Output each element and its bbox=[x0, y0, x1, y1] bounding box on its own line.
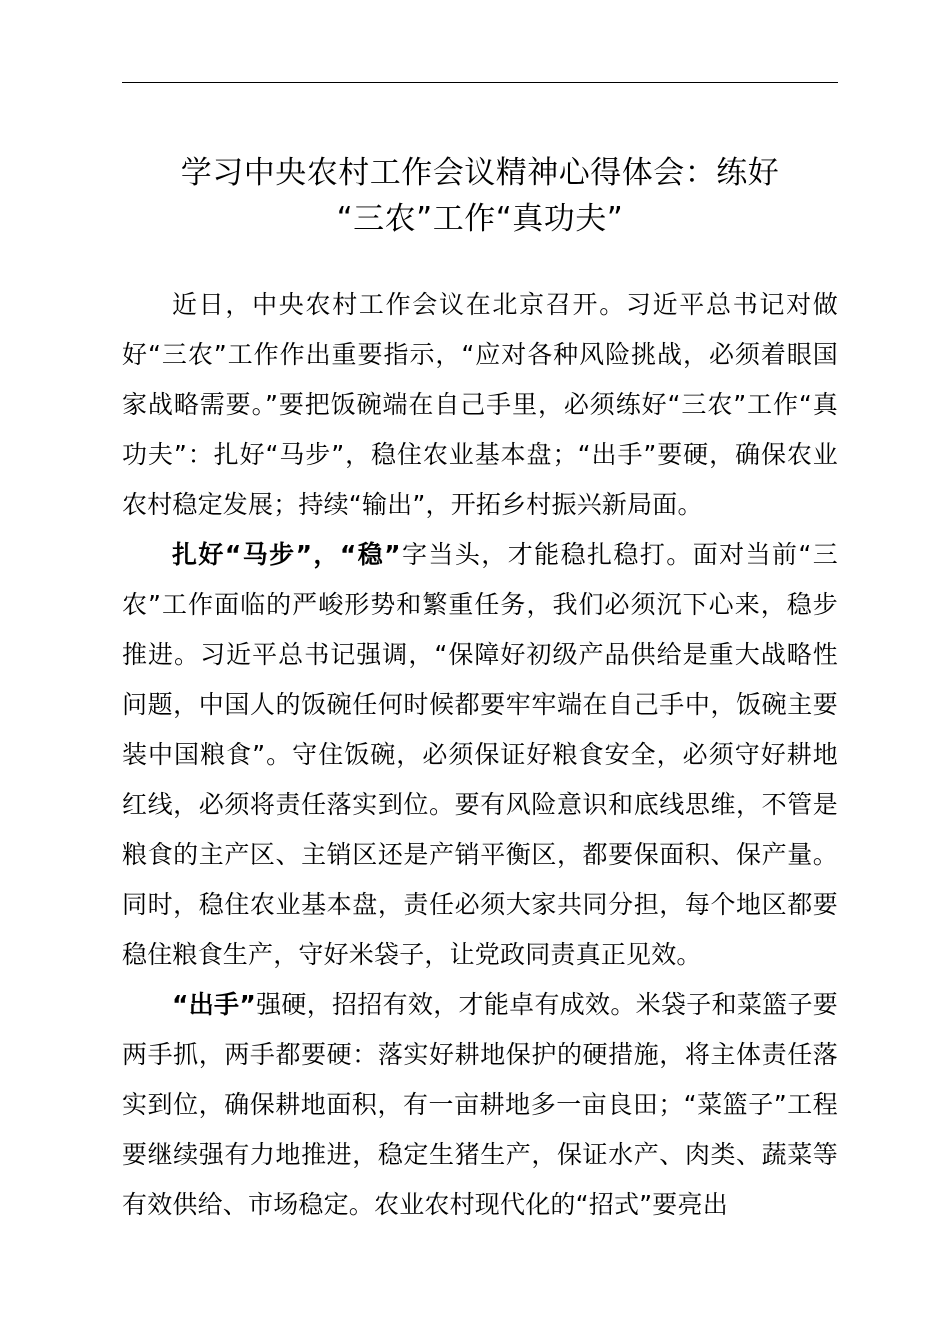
paragraph-2-text: 字当头，才能稳扎稳打。面对当前“三农”工作面临的严峻形势和繁重任务，我们必须沉下心来，稳步推进。习近平总书记强调，“保障好初级产品供给是重大战略性问题，中国人的饭碗任何时候都要牢牢端在自己手中，饭碗主要装中国粮食”。守住饭碗，必须保证好粮食安全，必须守好耕地红线，必须将责任落实到位。要有风险意识和底线思维，不管是粮食的主产区、主销区还是产销平衡区，都要保面积、保产量。同时，稳住农业基本盘，责任必须大家共同分担，每个地区都要稳住粮食生产，守好米袋子，让党政同责真正见效。 bbox=[122, 540, 838, 969]
header-rule bbox=[122, 82, 838, 83]
paragraph-3 bbox=[122, 980, 838, 1230]
paragraph-1 bbox=[122, 280, 838, 530]
title-line-1: 学习中央农村工作会议精神心得体会：练好 bbox=[180, 155, 780, 191]
paragraph-3-lead: “出手” bbox=[172, 990, 256, 1019]
paragraph-2 bbox=[122, 530, 838, 980]
paragraph-2-lead: 扎好“马步”，“稳” bbox=[172, 540, 401, 569]
document-title bbox=[122, 150, 838, 242]
paragraph-3-text: 强硬，招招有效，才能卓有成效。米袋子和菜篮子要两手抓，两手都要硬：落实好耕地保护的硬措施，将主体责任落实到位，确保耕地面积，有一亩耕地多一亩良田；“菜篮子”工程要继续强有力地推进，稳定生猪生产，保证水产、肉类、蔬菜等有效供给、市场稳定。农业农村现代化的“招式”要亮出 bbox=[122, 990, 838, 1219]
title-line-2: “三农”工作“真功夫” bbox=[336, 201, 624, 237]
paragraph-1-text: 近日，中央农村工作会议在北京召开。习近平总书记对做好“三农”工作作出重要指示，“应对各种风险挑战，必须着眼国家战略需要。”要把饭碗端在自己手里，必须练好“三农”工作“真功夫”：扎好“马步”，稳住农业基本盘；“出手”要硬，确保农业农村稳定发展；持续“输出”，开拓乡村振兴新局面。 bbox=[122, 290, 838, 519]
document-body bbox=[122, 280, 838, 1230]
